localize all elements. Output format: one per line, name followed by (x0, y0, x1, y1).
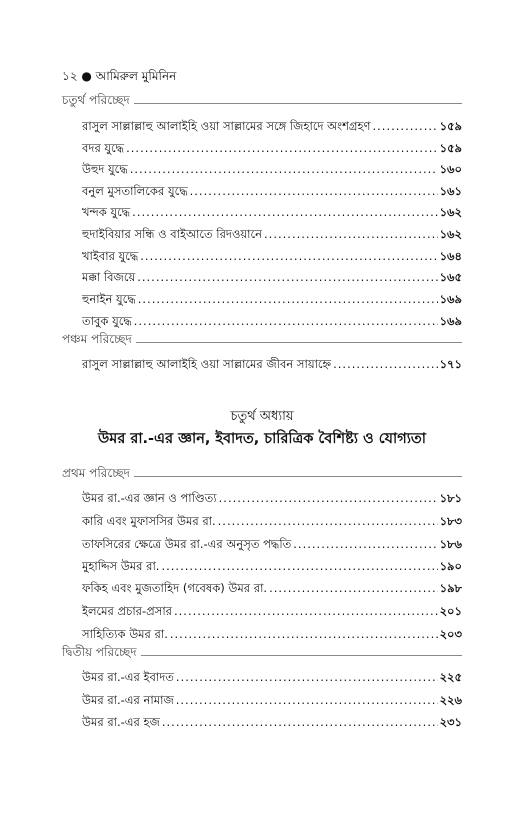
entry-page: ১৫৯ (439, 141, 462, 155)
toc-entry[interactable] (82, 603, 462, 619)
section-heading (62, 333, 462, 349)
section-rule (134, 476, 462, 477)
entry-page: ১৮৬ (439, 537, 462, 551)
dot-leader (140, 249, 437, 263)
dot-leader (132, 205, 437, 219)
entry-title: মুহাদ্দিস উমর রা. (82, 559, 160, 573)
entry-page: ১৬০ (439, 162, 462, 176)
entry-page: ১৬৯ (439, 314, 462, 328)
entry-title: ফকিহ এবং মুজতাহিদ (গবেষক) উমর রা. (82, 581, 268, 595)
entry-page: ১৯৮ (439, 581, 462, 595)
section-heading (62, 646, 462, 662)
toc-entry[interactable] (82, 356, 462, 372)
dot-leader (219, 491, 438, 505)
running-head: ১২ ● আমিরুল মুমিনিন (62, 69, 177, 83)
toc-entry[interactable] (82, 580, 462, 596)
entry-page: ১৬২ (439, 205, 462, 219)
chapter-title: উমর রা.-এর জ্ঞান, ইবাদত, চারিত্রিক বৈশিষ্ট্য ও যোগ্যতা (97, 431, 426, 447)
toc-entry[interactable] (82, 161, 462, 177)
toc-entry[interactable] (82, 626, 462, 642)
entry-page: ১৫৯ (439, 119, 462, 133)
entry-page: ১৭১ (439, 357, 462, 371)
dot-leader (373, 119, 438, 133)
entry-page: ১৯০ (439, 559, 462, 573)
section-label: পঞ্চম পরিচ্ছেদ (62, 332, 132, 346)
entry-page: ২০১ (439, 604, 462, 618)
dot-leader (176, 693, 438, 707)
entry-page: ১৮১ (439, 491, 462, 505)
entry-title: উমর রা.-এর হজ (82, 715, 160, 729)
dot-leader (130, 162, 438, 176)
entry-page: ২৩১ (439, 715, 462, 729)
section-label: চতুর্থ পরিচ্ছেদ (62, 93, 130, 107)
entry-title: কারি এবং মুফাসসির উমর রা. (82, 514, 216, 528)
dot-leader (174, 604, 438, 618)
entry-page: ২০৩ (439, 627, 462, 641)
toc-entry[interactable] (82, 692, 462, 708)
entry-title: রাসুল সাল্লাল্লাহু আলাইহি ওয়া সাল্লামের সঙ্গে জিহাদে অংশগ্রহণ (82, 119, 371, 133)
section-heading (62, 94, 462, 110)
section-label: দ্বিতীয় পরিচ্ছেদ (62, 645, 137, 659)
section-rule (136, 342, 462, 343)
toc-entry[interactable] (82, 291, 462, 307)
section-rule (141, 655, 462, 656)
toc-entry[interactable] (82, 248, 462, 264)
dot-leader (162, 715, 438, 729)
entry-title: উমর রা.-এর জ্ঞান ও পাণ্ডিত্য (82, 491, 217, 505)
entry-title: তাবুক যুদ্ধে (82, 314, 132, 328)
toc-entry[interactable] (82, 490, 462, 506)
chapter-label: চতুর্থ অধ্যায় (230, 409, 294, 424)
dot-leader (170, 627, 438, 641)
toc-entry[interactable] (82, 558, 462, 574)
entry-title: হুদাইবিয়ার সন্ধি ও বাইআতে রিদওয়ানে (82, 227, 263, 241)
toc-entry[interactable] (82, 714, 462, 730)
entry-title: ইলমের প্রচার-প্রসার (82, 604, 172, 618)
toc-entry[interactable] (82, 536, 462, 552)
section-rule (134, 103, 462, 104)
entry-title: মক্কা বিজয়ে (82, 270, 136, 284)
entry-title: উমর রা.-এর নামাজ (82, 693, 174, 707)
section-heading (62, 467, 462, 483)
entry-title: বদর যুদ্ধে (82, 141, 125, 155)
dot-leader (218, 514, 438, 528)
entry-page: ১৬১ (439, 184, 462, 198)
toc-entry[interactable] (82, 226, 462, 242)
entry-title: খন্দক যুদ্ধে (82, 205, 131, 219)
entry-page: ১৬২ (439, 227, 462, 241)
dot-leader (293, 537, 437, 551)
entry-title: রাসুল সাল্লাল্লাহু আলাইহি ওয়া সাল্লামের জীবন সায়াহ্নে (82, 357, 332, 371)
toc-entry[interactable] (82, 118, 462, 134)
dot-leader (161, 559, 437, 573)
dot-leader (190, 184, 438, 198)
toc-entry[interactable] (82, 183, 462, 199)
entry-title: বনুল মুসতালিকের যুদ্ধে (82, 184, 188, 198)
entry-page: ১৬৫ (439, 270, 462, 284)
entry-page: ১৮৩ (439, 514, 462, 528)
dot-leader (176, 670, 438, 684)
dot-leader (264, 227, 438, 241)
entry-page: ২২৬ (439, 693, 462, 707)
entry-title: উমর রা.-এর ইবাদত (82, 670, 174, 684)
toc-entry[interactable] (82, 140, 462, 156)
section-label: প্রথম পরিচ্ছেদ (62, 466, 130, 480)
entry-page: ১৬৯ (439, 292, 462, 306)
dot-leader (126, 141, 438, 155)
toc-entry[interactable] (82, 204, 462, 220)
entry-title: উহুদ যুদ্ধে (82, 162, 128, 176)
entry-title: তাফসিরের ক্ষেত্রে উমর রা.-এর অনুসৃত পদ্ধতি (82, 537, 292, 551)
toc-entry[interactable] (82, 269, 462, 285)
toc-entry[interactable] (82, 313, 462, 329)
toc-entry[interactable] (82, 669, 462, 685)
entry-title: হুনাইন যুদ্ধে (82, 292, 136, 306)
entry-title: সাহিত্যিক উমর রা. (82, 627, 168, 641)
dot-leader (269, 581, 438, 595)
toc-entry[interactable] (82, 513, 462, 529)
entry-page: ২২৫ (439, 670, 462, 684)
dot-leader (138, 292, 438, 306)
entry-title: খাইবার যুদ্ধে (82, 249, 139, 263)
dot-leader (137, 270, 437, 284)
dot-leader (134, 314, 438, 328)
dot-leader (333, 357, 437, 371)
entry-page: ১৬৪ (439, 249, 462, 263)
